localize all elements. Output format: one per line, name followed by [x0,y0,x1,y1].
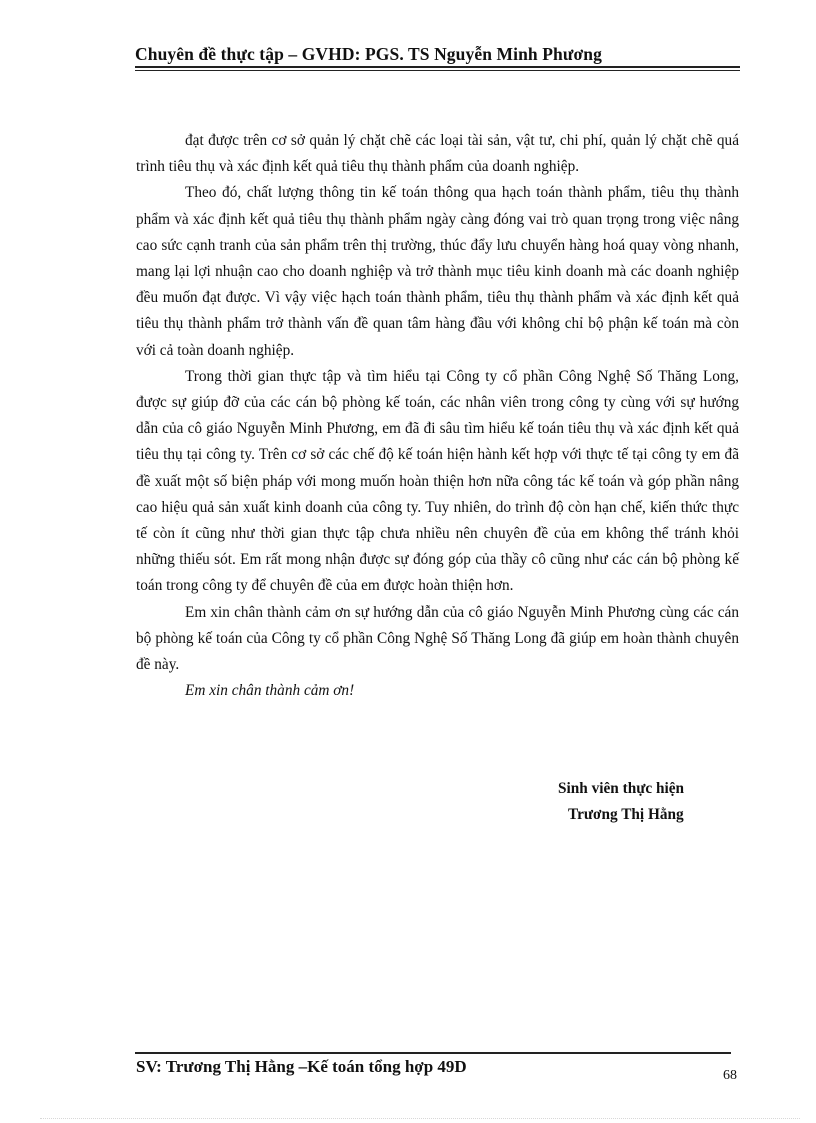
header-rule-thick [135,66,740,68]
signature-label: Sinh viên thực hiện [558,780,685,797]
page-header-title: Chuyên đề thực tập – GVHD: PGS. TS Nguyễn Minh Phương [135,44,602,64]
page-bottom-edge [40,1118,800,1119]
signature-name: Trương Thị Hằng [568,806,684,823]
paragraph-4: Em xin chân thành cảm ơn sự hướng dẫn của cô giáo Nguyễn Minh Phương cùng các cán bộ phòng kế toán của Công ty cổ phần Công Nghệ Số Thăng Long đã giúp em hoàn thành chuyên đề này. [136,603,739,674]
page-number: 68 [723,1068,737,1083]
paragraph-1: đạt được trên cơ sở quản lý chặt chẽ các loại tài sản, vật tư, chi phí, quản lý chặt chẽ quá trình tiêu thụ và xác định kết quả tiêu thụ thành phẩm của doanh nghiệp. [136,132,739,176]
header-rule-thin [135,70,740,71]
paragraph-2: Theo đó, chất lượng thông tin kế toán thông qua hạch toán thành phẩm, tiêu thụ thành phẩm và xác định kết quả tiêu thụ thành phẩm ngày càng đóng vai trò quan trọng trong việc nâng cao sức cạnh tranh của sản phẩm trên thị trường, thúc đẩy lưu chuyển hàng hoá quay vòng nhanh, mang lại lợi nhuận cao cho doanh nghiệp và trở thành mục tiêu kinh doanh mà các doanh nghiệp đều muốn đạt được. Vì vậy việc hạch toán thành phẩm, tiêu thụ thành phẩm và xác định kết quả tiêu thụ thành phẩm trở thành vấn đề quan tâm hàng đầu với không chỉ bộ phận kế toán mà còn với cả toàn doanh nghiệp. [136,184,739,359]
paragraph-3: Trong thời gian thực tập và tìm hiểu tại Công ty cổ phần Công Nghệ Số Thăng Long, được sự giúp đỡ của các cán bộ phòng kế toán, các nhân viên trong công ty cùng với sự hướng dẫn của cô giáo Nguyễn Minh Phương, em đã đi sâu tìm hiểu kế toán tiêu thụ và xác định kết quả tiêu thụ tại công ty. Trên cơ sở các chế độ kế toán hiện hành kết hợp với thực tế tại công ty em đã đề xuất một số biện pháp với mong muốn hoàn thiện hơn nữa công tác kế toán và góp phần nâng cao hiệu quả sản xuất kinh doanh của công ty. Tuy nhiên, do trình độ còn hạn chế, kiến thức thực tế còn ít cũng như thời gian thực tập chưa nhiều nên chuyên đề của em không thể tránh khỏi những thiếu sót. Em rất mong nhận được sự đóng góp của thầy cô cũng như các cán bộ phòng kế toán trong công ty để chuyên đề của em được hoàn thiện hơn. [136,367,739,595]
footer-text: SV: Trương Thị Hằng –Kế toán tổng hợp 49D [136,1057,467,1076]
footer-rule [135,1052,731,1054]
document-body [136,128,739,704]
thanks-line: Em xin chân thành cảm ơn! [185,682,355,700]
